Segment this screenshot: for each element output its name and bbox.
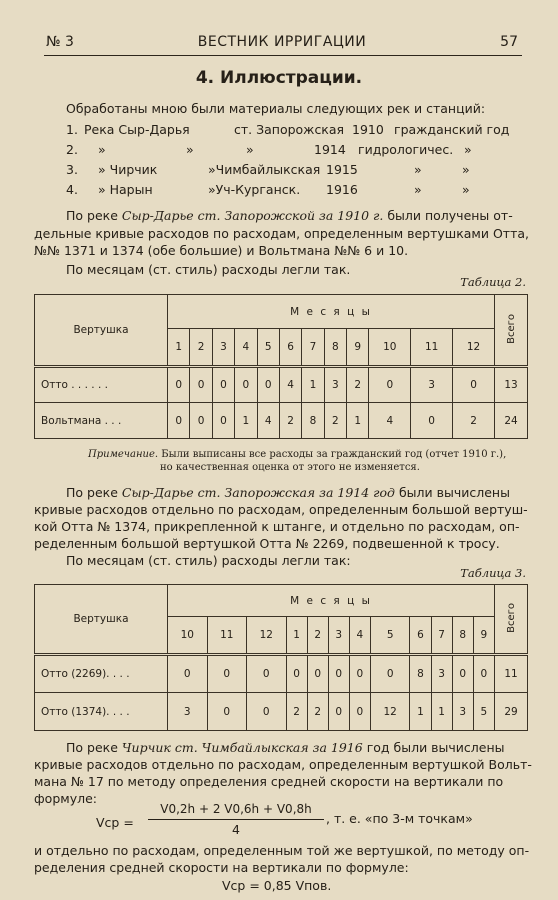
table-cell: 0 (349, 693, 370, 731)
table-cell: 1 (302, 367, 324, 403)
table-cell: 0 (190, 403, 212, 439)
header-rule (44, 55, 522, 56)
table-cell: 0 (453, 367, 495, 403)
journal-title: ВЕСТНИК ИРРИГАЦИИ (197, 34, 367, 50)
table-cell: 0 (235, 367, 257, 403)
table-cell: 5 (473, 693, 494, 731)
table-cell: 0 (168, 655, 208, 693)
table-cell: 0 (207, 655, 247, 693)
month-header: 9 (473, 617, 494, 655)
table-cell: 0 (247, 655, 287, 693)
month-header: 8 (452, 617, 473, 655)
list-item: 3. » Чирчик »Чимбайлыкская 1915 » » (66, 162, 470, 177)
month-header: 7 (431, 617, 452, 655)
paragraph-line: По реке Чирчик ст. Чимбайлыкская за 1916 год были вычислены (66, 740, 505, 755)
month-header: 8 (324, 329, 346, 367)
table-cell: 0 (328, 655, 349, 693)
table-caption: Таблица 2. (460, 275, 526, 289)
table-cell: 0 (207, 693, 247, 731)
table-cell: 0 (168, 403, 190, 439)
table-cell: 4 (369, 403, 411, 439)
table-cell: 0 (286, 655, 307, 693)
table-cell: 0 (168, 367, 190, 403)
table-cell: 2 (286, 693, 307, 731)
month-header: 11 (411, 329, 453, 367)
paragraph-line: и отдельно по расходам, определенным той же вертушкой, по методу оп- (34, 843, 530, 858)
months-header: М е с я ц ы (168, 585, 495, 617)
month-header: 6 (279, 329, 301, 367)
column-header: Вертушка (35, 295, 168, 367)
formula-lhs: Vср = (96, 815, 134, 830)
table-cell: 0 (369, 367, 411, 403)
column-header: Вертушка (35, 585, 168, 655)
table-cell: 3 (324, 367, 346, 403)
row-label: Вольтмана . . . (35, 403, 168, 439)
table-cell: 3 (411, 367, 453, 403)
row-label: Отто . . . . . . (35, 367, 168, 403)
fraction-bar (148, 819, 324, 820)
list-item: 4. » Нарын »Уч-Курганск. 1916 » » (66, 182, 470, 197)
table-cell: 0 (257, 367, 279, 403)
table-cell: 2 (453, 403, 495, 439)
table-cell: 0 (328, 693, 349, 731)
month-header: 3 (212, 329, 234, 367)
month-header: 12 (453, 329, 495, 367)
table-cell: 0 (349, 655, 370, 693)
formula-numerator: V0,2h + 2 V0,6h + V0,8h (160, 802, 312, 816)
table-caption: Таблица 3. (460, 566, 526, 580)
table-cell: 3 (168, 693, 208, 731)
month-header: 11 (207, 617, 247, 655)
table-row (35, 655, 528, 693)
paragraph-line: мана № 17 по методу определения средней скорости на вертикали по (34, 774, 504, 789)
month-header: 5 (257, 329, 279, 367)
total-cell: 24 (495, 403, 528, 439)
page-number: 57 (500, 34, 518, 50)
table-cell: 8 (302, 403, 324, 439)
section-title: 4. Иллюстрации. (195, 68, 363, 88)
data-table (34, 584, 528, 731)
month-header: 10 (168, 617, 208, 655)
running-header (46, 34, 518, 52)
list-item: 1. Река Сыр-Дарья ст. Запорожская 1910 гражданский год (66, 122, 510, 137)
total-cell: 29 (495, 693, 528, 731)
paragraph-line: По реке Сыр-Дарье ст. Запорожской за 1910 г. были получены от- (66, 208, 513, 223)
paragraph-line: №№ 1371 и 1374 (обе большие) и Вольтмана №№ 6 и 10. (34, 243, 409, 258)
table-cell: 2 (307, 693, 328, 731)
month-header: 2 (307, 617, 328, 655)
table-cell: 1 (410, 693, 431, 731)
month-header: 4 (235, 329, 257, 367)
table-note: Примечание. Были выписаны все расходы за гражданский год (отчет 1910 г.), (88, 449, 507, 460)
table-cell: 2 (347, 367, 369, 403)
month-header: 5 (370, 617, 410, 655)
table-cell: 2 (279, 403, 301, 439)
total-cell: 11 (495, 655, 528, 693)
total-cell: 13 (495, 367, 528, 403)
table-row (35, 693, 528, 731)
month-header: 3 (328, 617, 349, 655)
intro-text: Обработаны мною были материалы следующих рек и станций: (66, 101, 486, 116)
months-header: М е с я ц ы (168, 295, 495, 329)
table-cell: 4 (257, 403, 279, 439)
table-cell: 0 (212, 367, 234, 403)
table-cell: 8 (410, 655, 431, 693)
table-cell: 1 (431, 693, 452, 731)
total-header: Всего (495, 585, 528, 655)
table-cell: 4 (279, 367, 301, 403)
list-item: 2. » » » 1914 гидрологичес. » (66, 142, 472, 157)
month-header: 1 (286, 617, 307, 655)
paragraph-line: ределенным большой вертушкой Отта № 2269, подвешенной к тросу. (34, 536, 500, 551)
table-cell: 0 (212, 403, 234, 439)
paragraph-line: По реке Сыр-Дарье ст. Запорожская за 1914 год были вычислены (66, 485, 510, 500)
table-cell: 1 (347, 403, 369, 439)
paragraph-line: ределения средней скорости на вертикали по формуле: (34, 860, 409, 875)
month-header: 10 (369, 329, 411, 367)
table-cell: 0 (452, 655, 473, 693)
month-header: 4 (349, 617, 370, 655)
month-header: 9 (347, 329, 369, 367)
table-cell: 0 (473, 655, 494, 693)
table-cell: 0 (307, 655, 328, 693)
total-header: Всего (495, 295, 528, 367)
formula: Vср = 0,85 Vпов. (222, 878, 332, 893)
table-cell: 0 (411, 403, 453, 439)
table-cell: 2 (324, 403, 346, 439)
table-cell: 0 (247, 693, 287, 731)
data-table (34, 294, 528, 439)
month-header: 6 (410, 617, 431, 655)
paragraph-line: кривые расходов отдельно по расходам, определенным большой вертуш- (34, 502, 528, 517)
row-label: Отто (2269). . . . (35, 655, 168, 693)
paragraph-line: По месяцам (ст. стиль) расходы легли так. (66, 262, 351, 277)
table-cell: 3 (452, 693, 473, 731)
issue-number: № 3 (46, 34, 74, 50)
month-header: 1 (168, 329, 190, 367)
table-note: но качественная оценка от этого не изменяется. (160, 462, 420, 473)
table-cell: 3 (431, 655, 452, 693)
formula-denominator: 4 (232, 822, 240, 837)
paragraph-line: формуле: (34, 791, 97, 806)
paragraph-line: кой Отта № 1374, прикрепленной к штанге, и отдельно по расходам, оп- (34, 519, 520, 534)
table-row (35, 403, 528, 439)
row-label: Отто (1374). . . . (35, 693, 168, 731)
paragraph-line: По месяцам (ст. стиль) расходы легли так: (66, 553, 351, 568)
formula-tail: , т. е. «по 3-м точкам» (326, 811, 473, 826)
month-header: 2 (190, 329, 212, 367)
table-cell: 0 (190, 367, 212, 403)
month-header: 12 (247, 617, 287, 655)
paragraph-line: кривые расходов отдельно по расходам, определенным вертушкой Вольт- (34, 757, 532, 772)
table-cell: 1 (235, 403, 257, 439)
table-row (35, 367, 528, 403)
month-header: 7 (302, 329, 324, 367)
table-cell: 0 (370, 655, 410, 693)
table-cell: 12 (370, 693, 410, 731)
paragraph-line: дельные кривые расходов по расходам, определенным вертушками Отта, (34, 226, 529, 241)
